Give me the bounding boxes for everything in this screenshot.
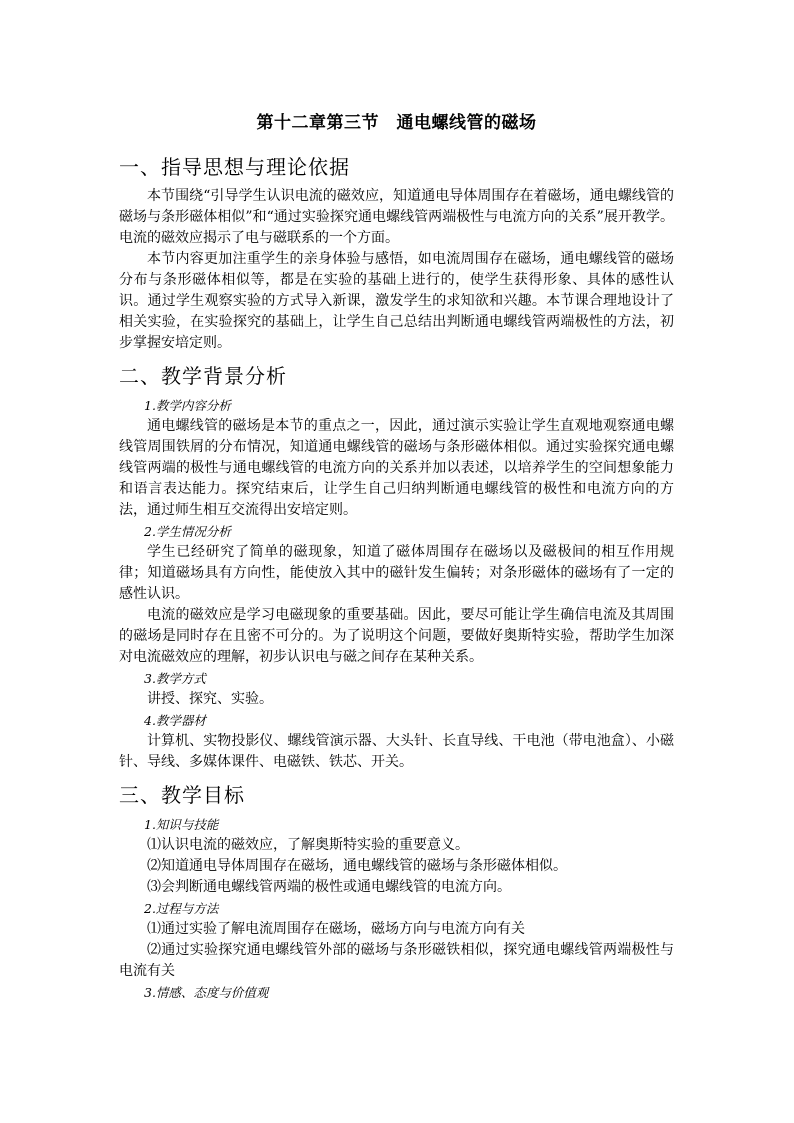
section1-paragraph-2: 本节内容更加注重学生的亲身体验与感悟，如电流周围存在磁场，通电螺线管的磁场分布与条形磁体相似等，都是在实验的基础上进行的，使学生获得形象、具体的感性认识。通过学生观察实验的方式导入新课，激发学生的求知欲和兴趣。本节课合理地设计了相关实验，在实验探究的基础上，让学生自己总结出判断通电螺线管两端极性的方法，初步掌握安培定则。 (119, 251, 674, 351)
objective-item: ⑴认识电流的磁效应，了解奥斯特实验的重要意义。 (147, 837, 469, 853)
objective-item: ⑶会判断通电螺线管两端的极性或通电螺线管的电流方向。 (147, 879, 511, 895)
content-analysis-paragraph: 通电螺线管的磁场是本节的重点之一，因此，通过演示实验让学生直观地观察通电螺线管周围铁屑的分布情况，知道通电螺线管的磁场与条形磁体相似。通过实验探究通电螺线管两端的极性与通电螺线管的电流方向的关系并加以表述，以培养学生的空间想象能力和语言表达能力。探究结束后，让学生自己归纳判断通电螺线管的极性和电流方向的方法，通过师生相互交流得出安培定则。 (119, 418, 674, 518)
objective-item: ⑵知道通电导体周围存在磁场，通电螺线管的磁场与条形磁体相似。 (147, 858, 567, 874)
student-analysis-paragraph-2: 电流的磁效应是学习电磁现象的重要基础。因此，要尽可能让学生确信电流及其周围的磁场是同时存在且密不可分的。为了说明这个问题，要做好奥斯特实验，帮助学生加深对电流磁效应的理解，初步认识电与磁之间存在某种关系。 (119, 607, 674, 665)
subheading-emotion-attitude-values: 3.情感、态度与价值观 (144, 985, 269, 1000)
subheading-teaching-method: 3.教学方式 (144, 671, 206, 686)
student-analysis-paragraph-1: 学生已经研究了简单的磁现象，知道了磁体周围存在磁场以及磁极间的相互作用规律；知道磁场具有方向性，能使放入其中的磁针发生偏转；对条形磁体的磁场有了一定的感性认识。 (119, 544, 674, 602)
subheading-teaching-equipment: 4.教学器材 (144, 713, 206, 728)
teaching-equipment-paragraph: 计算机、实物投影仪、螺线管演示器、大头针、长直导线、干电池（带电池盒）、小磁针、导线、多媒体课件、电磁铁、铁芯、开关。 (119, 733, 674, 770)
section-heading-2: 二、教学背景分析 (119, 364, 287, 388)
teaching-method-paragraph: 讲授、探究、实验。 (147, 691, 273, 707)
subheading-process-methods: 2.过程与方法 (144, 901, 219, 916)
document-title: 第十二章第三节 通电螺线管的磁场 (256, 113, 537, 133)
subheading-content-analysis: 1.教学内容分析 (144, 398, 231, 413)
section-heading-1: 一、指导思想与理论依据 (119, 155, 350, 179)
objective-item: ⑴通过实验了解电流周围存在磁场，磁场方向与电流方向有关 (147, 921, 525, 937)
subheading-student-analysis: 2.学生情况分析 (144, 524, 231, 539)
subheading-knowledge-skills: 1.知识与技能 (144, 817, 219, 832)
section1-paragraph-1: 本节围绕“引导学生认识电流的磁效应，知道通电导体周围存在着磁场，通电螺线管的磁场与条形磁体相似”和“通过实验探究通电螺线管两端极性与电流方向的关系”展开教学。电流的磁效应揭示了电与磁联系的一个方面。 (119, 188, 674, 246)
objective-item: ⑵通过实验探究通电螺线管外部的磁场与条形磁铁相似，探究通电螺线管两端极性与电流有关 (119, 942, 674, 979)
section-heading-3: 三、教学目标 (119, 783, 245, 807)
